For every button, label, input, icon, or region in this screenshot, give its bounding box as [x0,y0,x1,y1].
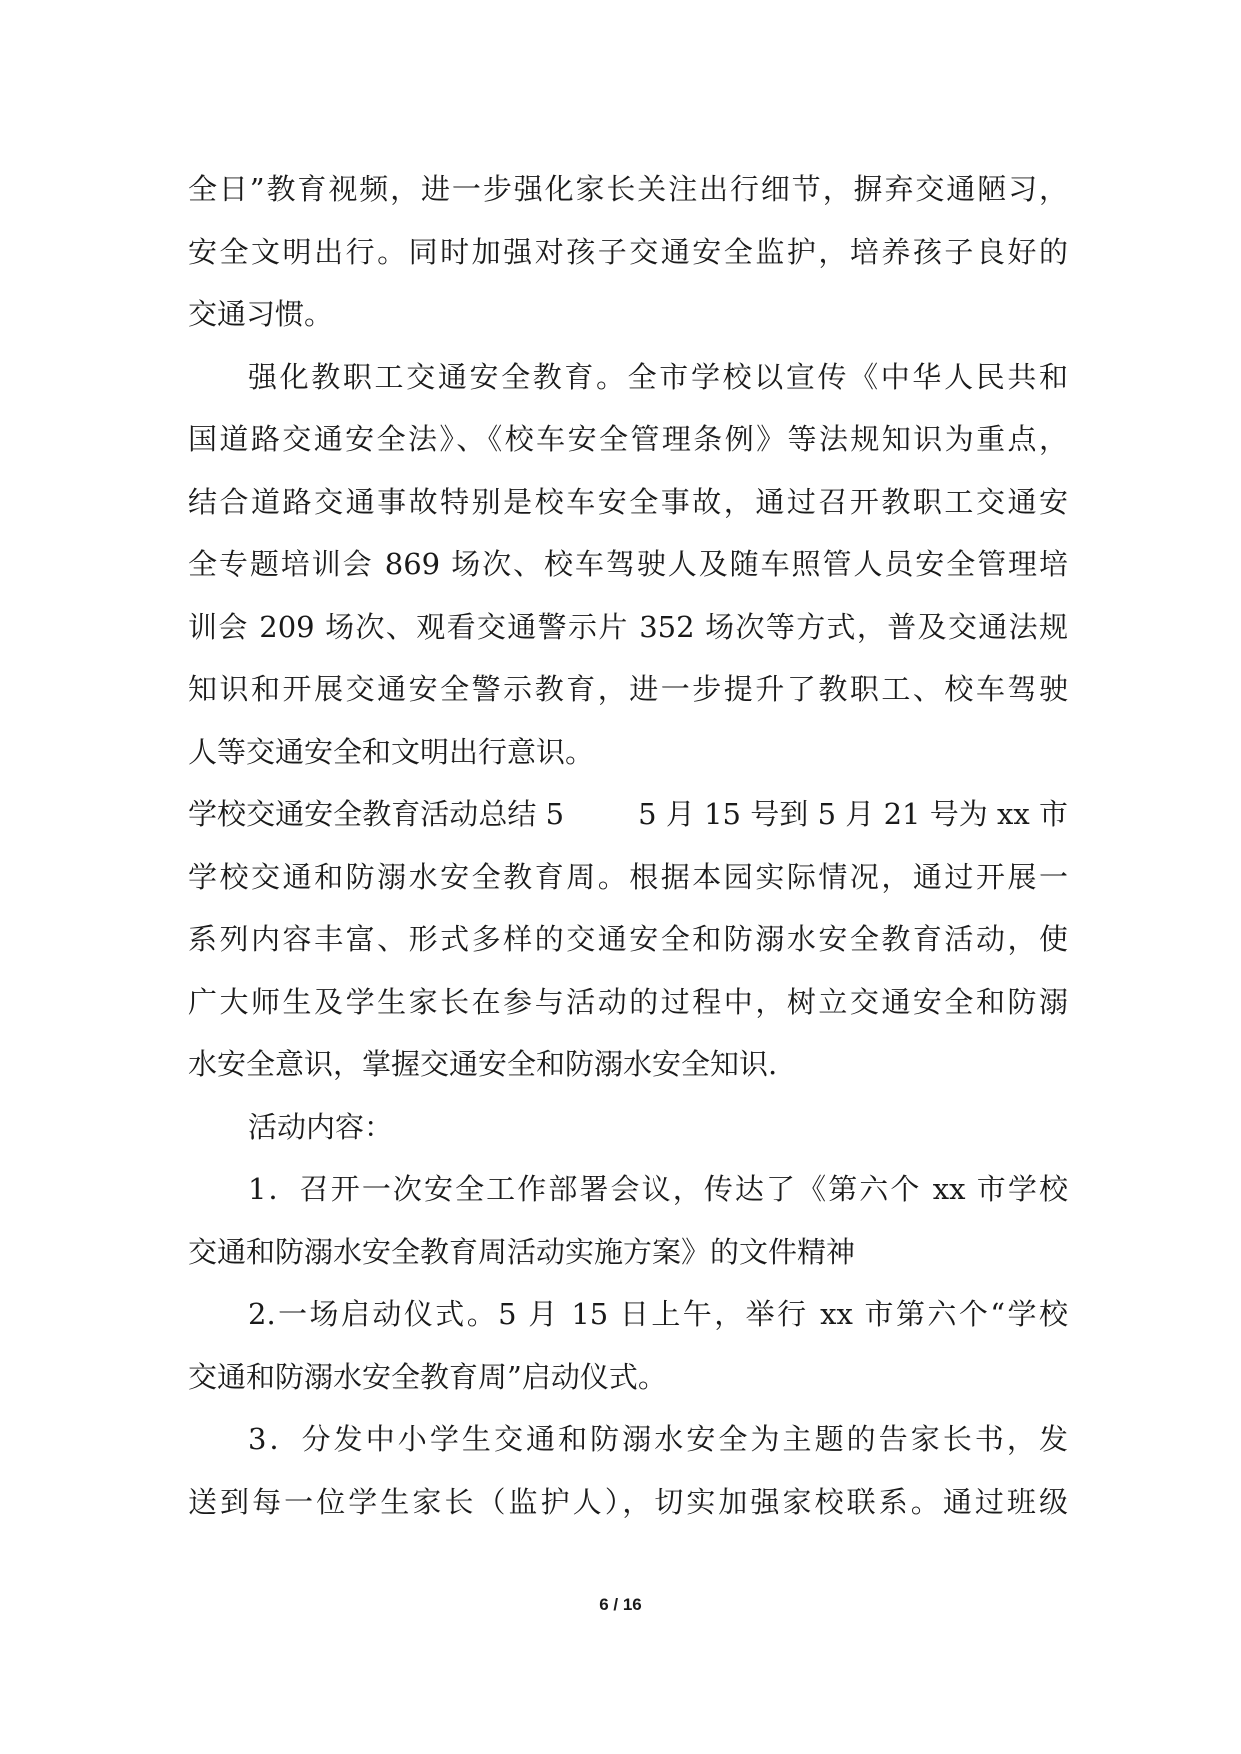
text-line: 交通习惯。 [188,297,334,331]
text-line: 知识和开展交通安全警示教育，进一步提升了教职工、校车驾驶 [188,672,1068,706]
list-item-line: 送到每一位学生家长（监护人），切实加强家校联系。通过班级 [188,1484,1068,1519]
text-line: 强化教职工交通安全教育。全市学校以宣传《中华人民共和 [248,359,1068,394]
text-line: 学校交通和防溺水安全教育周。根据本园实际情况，通过开展一 [188,859,1068,894]
text-line: 全专题培训会 869 场次、校车驾驶人及随车照管人员安全管理培 [188,547,1068,581]
list-item-line: 3．分发中小学生交通和防溺水安全为主题的告家长书，发 [248,1422,1068,1456]
text-line: 系列内容丰富、形式多样的交通安全和防溺水安全教育活动，使 [188,922,1068,956]
text-line: 安全文明出行。同时加强对孩子交通安全监护，培养孩子良好的 [188,234,1068,269]
section-heading-line: 学校交通安全教育活动总结 5 5 月 15 号到 5 月 21 号为 xx 市 [188,797,1068,831]
list-item-line: 交通和防溺水安全教育周”启动仪式。 [188,1359,667,1394]
text-line: 全日”教育视频，进一步强化家长关注出行细节，摒弃交通陋习， [188,172,1068,206]
list-item-line: 1．召开一次安全工作部署会议，传达了《第六个 xx 市学校 [248,1172,1068,1206]
text-line: 结合道路交通事故特别是校车安全事故，通过召开教职工交通安 [188,484,1068,519]
list-item-line: 交通和防溺水安全教育周活动实施方案》的文件精神 [188,1234,856,1269]
text-line: 人等交通安全和文明出行意识。 [188,734,595,769]
text-line: 国道路交通安全法》、《校车安全管理条例》等法规知识为重点， [188,422,1068,456]
page-number: 6 / 16 [599,1595,642,1614]
text-line: 广大师生及学生家长在参与活动的过程中，树立交通安全和防溺 [188,984,1068,1019]
text-line: 活动内容： [248,1109,394,1144]
text-line: 训会 209 场次、观看交通警示片 352 场次等方式，普及交通法规 [188,609,1068,644]
body-text [188,158,1068,1533]
text-line: 水安全意识，掌握交通安全和防溺水安全知识. [188,1047,778,1081]
list-item-line: 2.一场启动仪式。5 月 15 日上午，举行 xx 市第六个“学校 [248,1297,1068,1331]
